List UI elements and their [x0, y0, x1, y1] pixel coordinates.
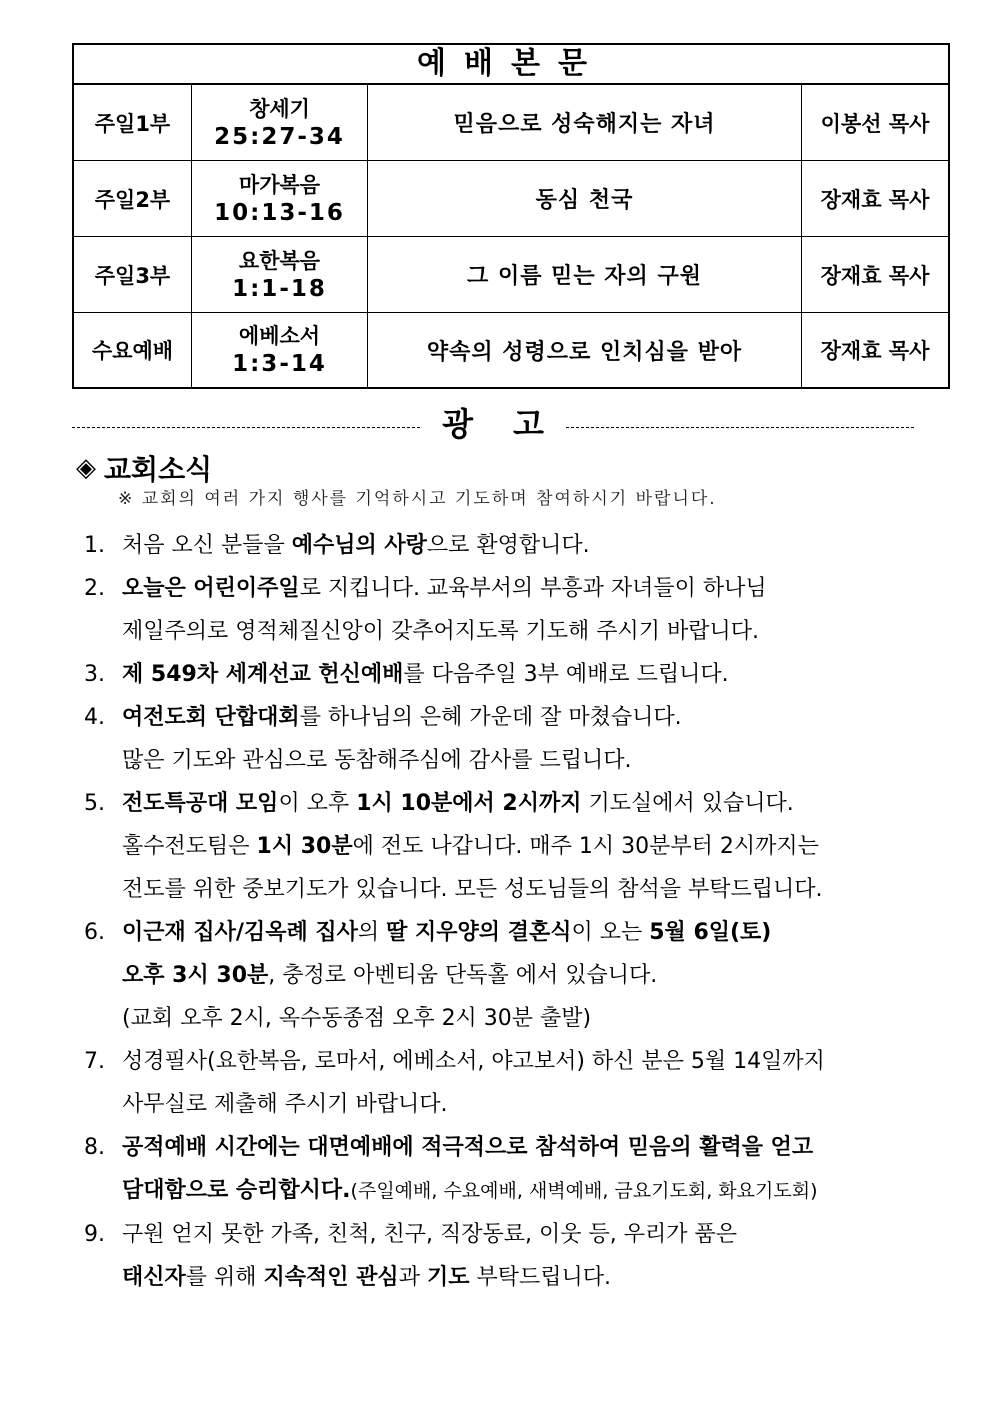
- sermon-title: 약속의 성령으로 인치심을 받아: [368, 313, 802, 387]
- emphasis-text: 기도: [426, 1265, 470, 1290]
- item-number: 5.: [84, 791, 105, 816]
- divider-left: [72, 427, 420, 428]
- body-text: 를 위해: [185, 1265, 264, 1290]
- body-text: 이 오는: [571, 920, 650, 945]
- emphasis-text: 5월 6일(토): [649, 920, 772, 945]
- announcement-line: [84, 1040, 864, 1083]
- worship-row: [74, 237, 948, 313]
- announcement-line: [84, 1213, 864, 1256]
- announcement-line: [84, 997, 864, 1040]
- ad-title: 광고: [442, 405, 584, 443]
- announcement-item: [84, 696, 864, 782]
- announcement-line: [84, 1169, 864, 1213]
- section-title: 교회소식: [104, 453, 213, 486]
- emphasis-text: 지속적인 관심: [263, 1265, 399, 1290]
- body-text: 과: [398, 1265, 427, 1290]
- body-text: 이 오후: [278, 791, 357, 816]
- announcement-item: [84, 524, 864, 567]
- scripture-book: 창세기: [249, 96, 310, 121]
- body-text: 를 다음주일 3부 예배로 드립니다.: [403, 662, 729, 687]
- item-number: 2.: [84, 576, 105, 601]
- item-number: 8.: [84, 1135, 105, 1160]
- announcement-item: [84, 653, 864, 696]
- scripture-book: 요한복음: [238, 248, 321, 273]
- emphasis-text: 1시 10분에서 2시까지: [356, 791, 582, 816]
- emphasis-text: 오후 3시 30분: [122, 963, 269, 988]
- announcement-line: [84, 1256, 864, 1299]
- sermon-title: 믿음으로 성숙해지는 자녀: [368, 85, 802, 160]
- item-number: 6.: [84, 920, 105, 945]
- announcement-line: [84, 1126, 864, 1169]
- notice-text: ※ 교회의 여러 가지 행사를 기억하시고 기도하며 참여하시기 바랍니다.: [118, 489, 717, 509]
- emphasis-text: 딸 지우양의 결혼식: [386, 920, 572, 945]
- item-number: 9.: [84, 1222, 105, 1247]
- emphasis-text: 공적예배 시간에는 대면예배에 적극적으로 참석하여 믿음의 활력을 얻고: [122, 1135, 814, 1160]
- emphasis-text: 담대함으로 승리합시다.: [122, 1178, 351, 1203]
- announcement-line: [84, 524, 864, 567]
- service-name: 주일1부: [74, 85, 192, 160]
- scripture-verse: 1:1-18: [232, 275, 327, 302]
- scripture-verse: 25:27-34: [214, 123, 345, 150]
- worship-table: [72, 43, 950, 389]
- service-name: 주일3부: [74, 237, 192, 312]
- worship-row: [74, 85, 948, 161]
- pastor-name: 이봉선 목사: [820, 111, 930, 136]
- body-text: 성경필사(요한복음, 로마서, 에베소서, 야고보서) 하신 분은 5월 14일까지: [122, 1049, 825, 1074]
- item-number: 3.: [84, 662, 105, 687]
- announcement-item: [84, 1040, 864, 1126]
- announcement-item: [84, 782, 864, 911]
- announcement-line: [84, 782, 864, 825]
- announcement-line: [84, 911, 864, 954]
- emphasis-text: 오늘은 어린이주일: [122, 576, 300, 601]
- scripture-book: 에베소서: [238, 324, 321, 348]
- emphasis-text: 예수님의 사랑: [291, 533, 427, 558]
- scripture-ref: [192, 237, 368, 312]
- body-text: (교회 오후 2시, 옥수동종점 오후 2시 30분 출발): [122, 1006, 592, 1031]
- item-number: 7.: [84, 1049, 105, 1074]
- announcement-line: [84, 567, 864, 610]
- worship-table-title: 예배본문: [74, 45, 948, 85]
- scripture-ref: [192, 313, 368, 387]
- worship-row: [74, 313, 948, 387]
- body-text: 으로 환영합니다.: [426, 533, 590, 558]
- body-text: 전도를 위한 중보기도가 있습니다. 모든 성도님들의 참석을 부탁드립니다.: [122, 877, 823, 902]
- announcement-list: [84, 524, 864, 1299]
- sermon-title: 동심 천국: [368, 161, 802, 236]
- announcement-item: [84, 1126, 864, 1213]
- announcement-line: [84, 1083, 864, 1126]
- pastor-name: 장재효 목사: [820, 187, 930, 212]
- announcement-item: [84, 911, 864, 1040]
- announcement-line: [84, 739, 864, 782]
- body-text: 로 지킵니다. 교육부서의 부흥과 자녀들이 하나님: [299, 576, 767, 601]
- announcement-line: [84, 696, 864, 739]
- body-text: 를 하나님의 은혜 가운데 잘 마쳤습니다.: [299, 705, 682, 730]
- body-text: 홀수전도팀은: [122, 834, 257, 859]
- scripture-verse: 1:3-14: [232, 351, 327, 377]
- announcement-line: [84, 868, 864, 911]
- body-text: 에 전도 나갑니다. 매주 1시 30분부터 2시까지는: [352, 834, 819, 859]
- body-text: (주일예배, 수요예배, 새벽예배, 금요기도회, 화요기도회): [350, 1180, 818, 1202]
- pastor-name: 장재효 목사: [820, 339, 930, 363]
- announcement-line: [84, 825, 864, 868]
- body-text: 부탁드립니다.: [469, 1265, 611, 1290]
- body-text: , 충정로 아벤티움 단독홀 에서 있습니다.: [268, 963, 658, 988]
- emphasis-text: 제 549차 세계선교 헌신예배: [122, 662, 404, 687]
- service-name: 주일2부: [74, 161, 192, 236]
- ad-header: [72, 400, 914, 444]
- emphasis-text: 태신자: [122, 1265, 186, 1290]
- worship-row: [74, 161, 948, 237]
- divider-right: [566, 427, 914, 428]
- emphasis-text: 여전도회 단합대회: [122, 705, 300, 730]
- diamond-bullet-icon: ◈: [76, 453, 96, 483]
- announcement-item: [84, 567, 864, 653]
- announcement-line: [84, 610, 864, 653]
- announcement-line: [84, 653, 864, 696]
- announcement-line: [84, 954, 864, 997]
- body-text: 사무실로 제출해 주시기 바랍니다.: [122, 1092, 448, 1117]
- body-text: 구원 얻지 못한 가족, 친척, 친구, 직장동료, 이웃 등, 우리가 품은: [122, 1222, 737, 1247]
- scripture-ref: [192, 85, 368, 160]
- pastor-name: 장재효 목사: [820, 263, 930, 288]
- scripture-verse: 10:13-16: [214, 199, 345, 226]
- scripture-book: 마가복음: [238, 172, 321, 197]
- emphasis-text: 전도특공대 모임: [122, 791, 279, 816]
- item-number: 4.: [84, 705, 105, 730]
- body-text: 기도실에서 있습니다.: [581, 791, 794, 816]
- item-number: 1.: [84, 533, 105, 558]
- body-text: 의: [357, 920, 387, 945]
- body-text: 처음 오신 분들을: [122, 533, 292, 558]
- scripture-ref: [192, 161, 368, 236]
- emphasis-text: 이근재 집사/김옥례 집사: [122, 920, 358, 945]
- body-text: 제일주의로 영적체질신앙이 갖추어지도록 기도해 주시기 바랍니다.: [122, 619, 760, 644]
- section-heading: [76, 448, 212, 488]
- emphasis-text: 1시 30분: [256, 834, 353, 859]
- body-text: 많은 기도와 관심으로 동참해주심에 감사를 드립니다.: [122, 748, 632, 773]
- announcement-item: [84, 1213, 864, 1299]
- service-name: 수요예배: [74, 313, 192, 387]
- sermon-title: 그 이름 믿는 자의 구원: [368, 237, 802, 312]
